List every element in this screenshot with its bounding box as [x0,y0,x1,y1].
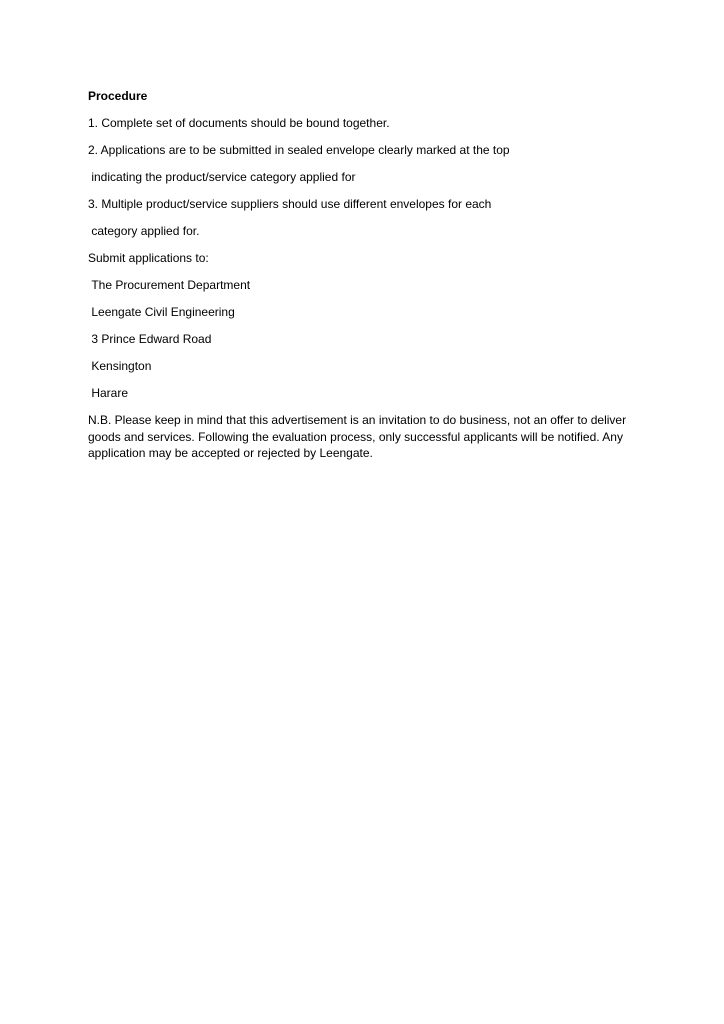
nb-note: N.B. Please keep in mind that this advertisement is an invitation to do business, not an offer to deliver goods and services. Following the evaluation process, only successful applicants will be notified. Any application may be accepted or rejected by Leengate. [88,413,630,460]
address-line-company: Leengate Civil Engineering [88,305,235,319]
address-line-department: The Procurement Department [88,278,251,292]
step-3-continued: category applied for. [88,224,200,238]
address-line-street: 3 Prince Edward Road [88,332,212,346]
step-1: 1. Complete set of documents should be bound together. [88,116,390,130]
step-2: 2. Applications are to be submitted in sealed envelope clearly marked at the top [88,143,510,157]
submit-label: Submit applications to: [88,251,209,265]
address-line-suburb: Kensington [88,359,152,373]
step-3: 3. Multiple product/service suppliers should use different envelopes for each [88,197,492,211]
procedure-heading: Procedure [88,89,148,103]
step-2-continued: indicating the product/service category applied for [88,170,356,184]
address-line-city: Harare [88,386,129,400]
document-body [88,88,648,462]
